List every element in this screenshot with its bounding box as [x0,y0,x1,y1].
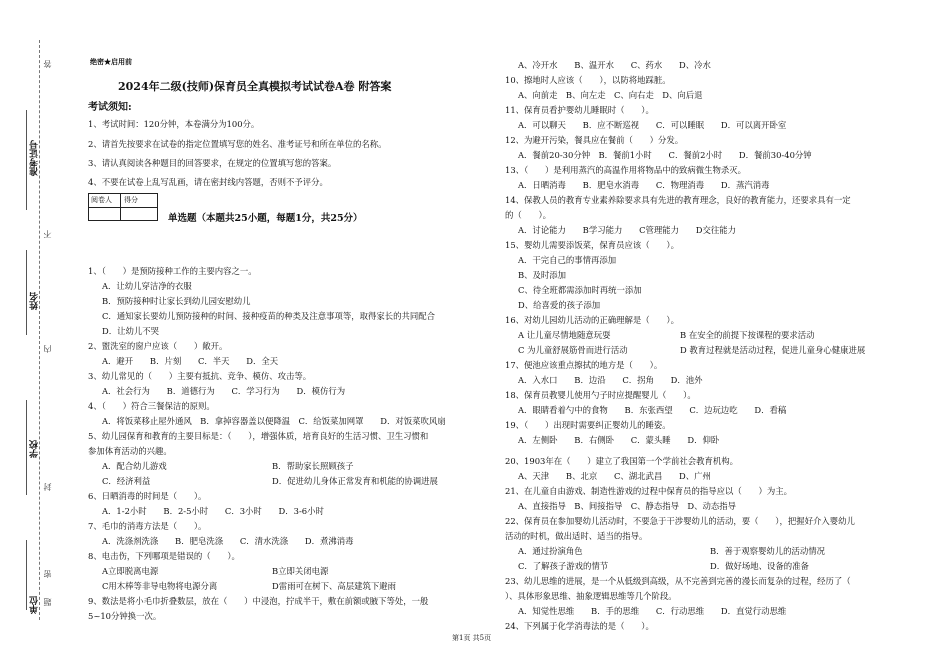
question-line: 15、婴幼儿需要添饭菜，保育员应该（ ）。 [505,240,679,250]
option-line: A、直接指导 B、间接指导 C、静态指导 D、动态指导 [518,501,736,511]
option-line: A．1-2小时 B．2-5小时 C．3小时 D．3-6小时 [102,506,324,516]
option-line: A．将饭菜移止屋外通风 B．拿掉容器盖以便降温 C．给饭菜加网罩 D．对饭菜吹风扇 [102,416,446,426]
notice-item: 1、考试时间：120分钟，本卷满分为100分。 [88,119,260,129]
question-line: 活动的时机，做出适时、适当的指导。 [505,531,648,541]
option-line: B．善于观察婴幼儿的活动情况 [710,546,826,556]
question-line: 20、1903年在（ ）建立了我国第一个学前社会教育机构。 [505,456,738,466]
name-label: 姓名 [30,292,40,310]
exam-no-label: 准考证号 [30,140,40,176]
question-line: 13、（ ）是利用蒸汽的高温作用将物品中的致病微生物杀灭。 [505,165,746,175]
option-line: A．知觉性思维 B．手的思维 C．行动思维 D．直觉行动思维 [518,606,787,616]
school-underline [26,400,27,495]
margin-char: 答 [43,60,52,68]
question-line: 19、（ ）出现时需要纠正婴幼儿的睡姿。 [505,420,671,430]
option-line: A．让幼儿穿洁净的衣服 [102,281,192,291]
option-line: A．日晒消毒 B．肥皂水消毒 C．物理消毒 D．蒸汽消毒 [518,180,770,190]
option-line: A．洗涤剂洗涤 B．肥皂洗涤 C．清水洗涤 D．煮沸消毒 [102,536,354,546]
option-line: C、待全班都需添加时再统一添加 [518,285,642,295]
question-line: 10、擦地时人应该（ ），以防将地踩脏。 [505,75,671,85]
option-line: B 在安全的前提下按课程的要求活动 [680,330,815,340]
question-line: 14、保教人员的教育专业素养除要求具有先进的教育理念，良好的教育能力，还要求具有一定 [505,195,851,205]
margin-char: 题 [43,598,52,606]
question-line: 2、盥洗室的窗户应该（ ）敞开。 [88,341,228,351]
grader-cell [89,207,121,220]
question-line: 6、日晒消毒的时间是（ ）。 [88,491,207,501]
option-line: A．餐前20-30分钟 B．餐前1小时 C．餐前2小时 D．餐前30-40分钟 [518,150,812,160]
option-line: D．促进幼儿身体正常发育和机能的协调进展 [272,476,438,486]
question-line: 22、保育员在参加婴幼儿活动时，不要急于干涉婴幼儿的活动，要（ ），把握好介入婴幼儿 [505,516,855,526]
option-line: A．通过扮演角色 [518,546,583,556]
question-line: 3、幼儿常见的（ ）主要有抵抗、竞争、模仿、攻击等。 [88,371,312,381]
option-line: A．左侧卧 B．右侧卧 C．蒙头睡 D．仰卧 [518,435,720,445]
question-line: 16、对幼儿园幼儿活动的正确理解是（ ）。 [505,315,679,325]
question-line: 7、毛巾的消毒方法是（ ）。 [88,521,207,531]
margin-char: 内 [43,345,52,353]
question-line: 4、（ ）符合三餐保洁的原则。 [88,401,215,411]
unit-underline [26,540,27,610]
option-line: A、向前走 B、向左走 C、向右走 D、向后退 [518,90,703,100]
question-line: 1、（ ）是预防接种工作的主要内容之一。 [88,266,257,276]
option-line: C．了解孩子游戏的情节 [518,561,609,571]
page-title: 2024年二级(技师)保育员全真模拟考试试卷A卷 附答案 [118,80,392,93]
question-line: ）、具体形象思维、抽象逻辑思维等几个阶段。 [505,591,677,601]
question-line: 9、数法是将小毛巾折叠数层，放在（ ）中浸泡，拧成半干，敷在前额或腋下等处，一般 [88,596,429,606]
option-line: D、给喜爱的孩子添加 [518,300,601,310]
binding-line [39,40,40,620]
section-heading: 单选题（本题共25小题，每题1分，共25分） [168,213,363,224]
option-line: B立即关闭电源 [272,566,329,576]
secret-label: 绝密★启用前 [90,57,132,66]
option-line: A．干完自己的事情再添加 [518,255,617,265]
school-label: 学校 [30,440,40,458]
margin-char: 封 [43,483,52,491]
name-underline [26,250,27,335]
question-line: 5~10分钟换一次。 [88,611,162,621]
margin-char: 密 [43,570,52,578]
question-line: 23、幼儿思维的进展，是一个从低级到高级，从不完善到完善的漫长而复杂的过程，经历了（ [505,576,851,586]
question-line: 12、为避开污染，餐具应在餐前（ ）分发。 [505,135,684,145]
option-line: A、冷开水 B、温开水 C、药水 D、冷水 [518,60,711,70]
option-line: A．配合幼儿游戏 [102,461,167,471]
option-line: D 教育过程就是活动过程，促进儿童身心健康进展 [680,345,866,355]
option-line: B．预防接种时让家长到幼儿园安慰幼儿 [102,296,251,306]
question-line: 17、便池应该重点擦拭的地方是（ ）。 [505,360,663,370]
unit-label: 单位 [30,596,40,614]
option-line: A．避开 B．片刻 C．半天 D．全天 [102,356,279,366]
option-line: C．经济利益 [102,476,151,486]
question-line: 11、保育员看护婴幼儿睡眠时（ ）。 [505,105,654,115]
option-line: B、及时添加 [518,270,567,280]
question-line: 18、保育员教婴儿使用勺子时应提醒婴儿（ ）。 [505,390,696,400]
question-line: 参加体育活动的兴趣。 [88,446,172,456]
question-line: 21、在儿童自由游戏、制造性游戏的过程中保育员的指导应以（ ）为主。 [505,486,793,496]
question-line: 24、下列属于化学消毒法的是（ ）。 [505,621,654,631]
notice-heading: 考试须知: [88,102,132,113]
question-line: 的（ ）。 [505,210,552,220]
option-line: D．让幼儿不哭 [102,326,159,336]
option-line: B．帮助家长照顾孩子 [272,461,354,471]
option-line: A．眼睛看着勺中的食物 B．东张西望 C．边玩边吃 D．看稿 [518,405,787,415]
notice-item: 2、请首先按要求在试卷的指定位置填写您的姓名、准考证号和所在单位的名称。 [88,139,387,149]
score-label: 得分 [124,196,138,204]
option-line: A．社会行为 B．道德行为 C．学习行为 D．模仿行为 [102,386,346,396]
option-line: C 为儿童舒展筋骨而进行活动 [518,345,628,355]
question-line: 5、幼儿园保育和教育的主要目标是：（ ），增强体质，培育良好的生活习惯、卫生习惯和 [88,431,429,441]
question-line: 8、电击伤，下列哪项是错误的（ ）。 [88,551,240,561]
option-line: C．通知家长要幼儿预防接种的时间、接种疫苗的种类及注意事项等，取得家长的共同配合 [102,311,436,321]
notice-item: 4、不要在试卷上乱写乱画，请在密封线内答题，否则不予评分。 [88,177,328,187]
grader-label: 阅卷人 [89,194,121,207]
option-line: D雷雨可在树下、高层建筑下避雨 [272,581,396,591]
page-footer: 第1页 共5页 [452,634,492,642]
option-line: A、天津 B、北京 C、湖北武昌 D、广州 [518,471,711,481]
option-line: C用木棒等非导电物将电源分离 [102,581,218,591]
exam-no-underline [26,110,27,210]
margin-char: 不 [43,230,52,238]
option-line: A．入水口 B．边沿 C．拐角 D．池外 [518,375,703,385]
option-line: A．可以聊天 B．应不断巡视 C．可以睡眠 D．可以离开卧室 [518,120,787,130]
notice-item: 3、请认真阅读各种题目的回答要求，在规定的位置填写您的答案。 [88,158,337,168]
option-line: D．做好场地、设备的准备 [710,561,809,571]
option-line: A立即脱离电源 [102,566,159,576]
score-box [88,193,158,221]
option-line: A．讨论能力 B学习能力 C管理能力 D交往能力 [518,225,736,235]
option-line: A 让儿童尽情地随意玩耍 [518,330,611,340]
